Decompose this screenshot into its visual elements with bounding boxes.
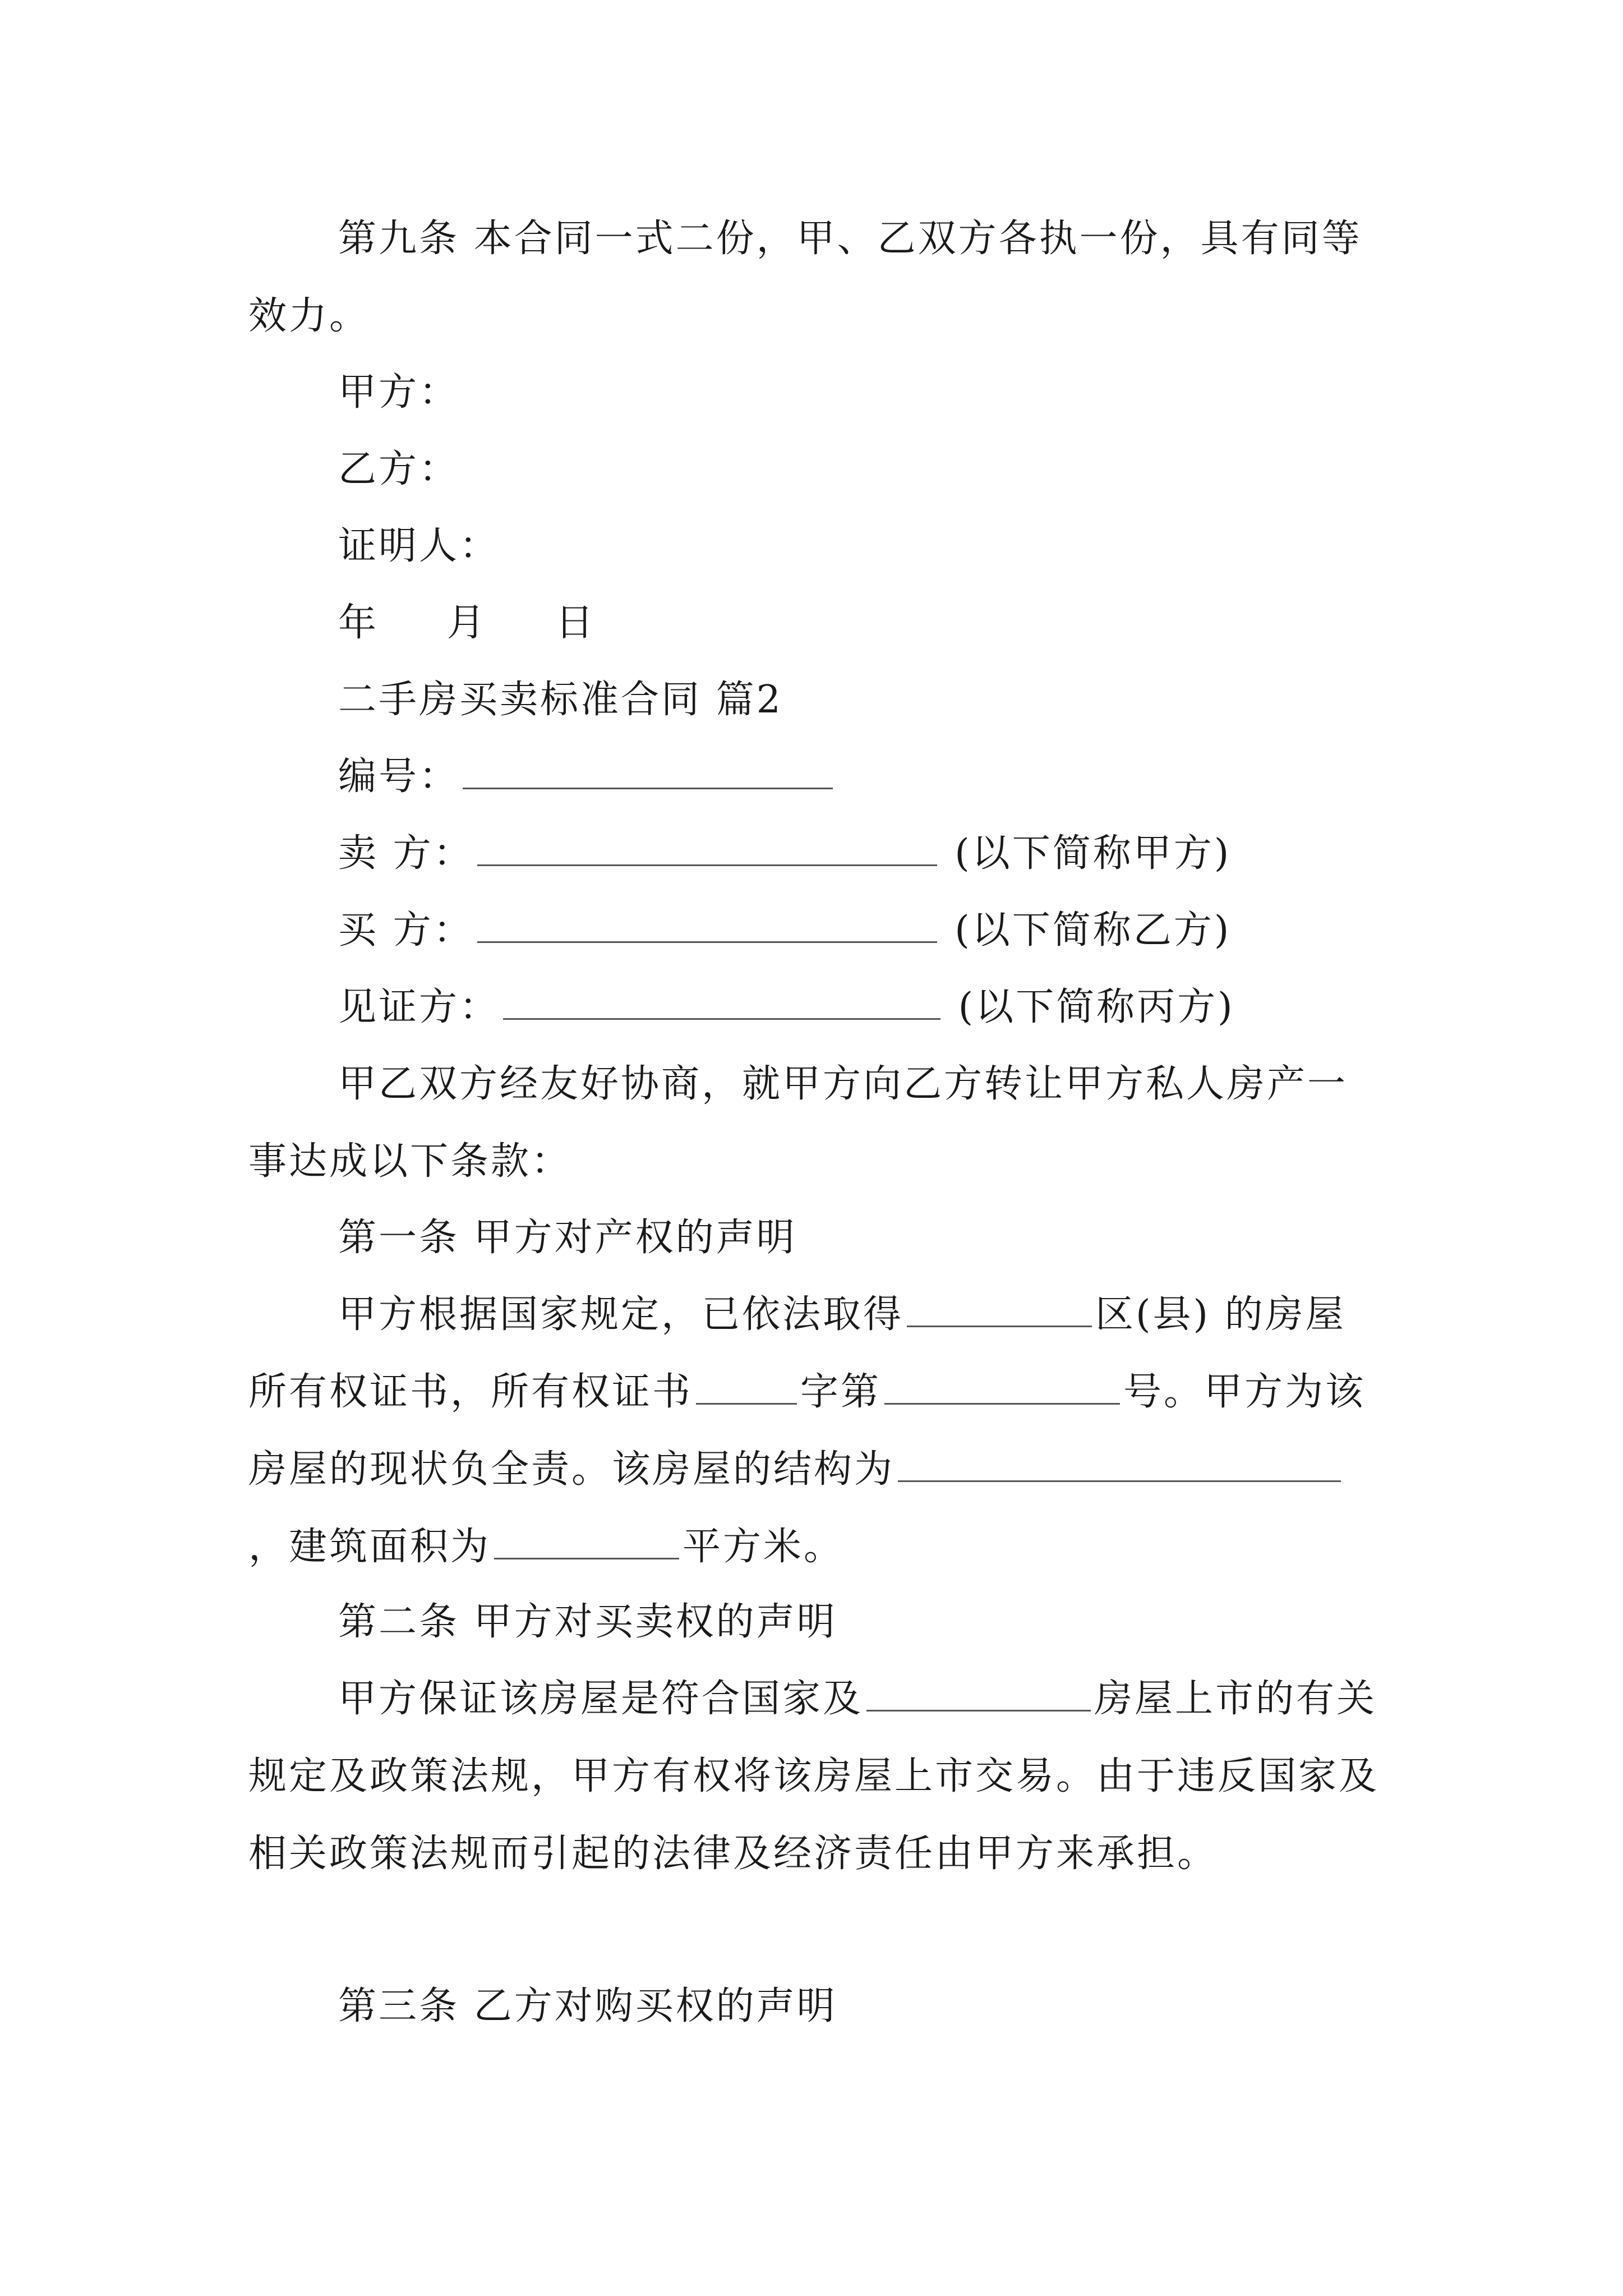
clause-1-text-e: 方为该房屋的现状负全责。该房屋的结构为 (248, 1370, 1366, 1492)
clause-1-text-b: 区(县) 的房屋所有权证书，所有权证书 (248, 1292, 1346, 1414)
clause-1-paragraph (248, 1276, 1381, 1586)
seller-blank (477, 830, 937, 866)
buyer-row (338, 892, 1231, 969)
region-blank (866, 1675, 1091, 1711)
clause-1-text-f: ，建筑面积为 (248, 1525, 491, 1569)
area-blank (494, 1523, 679, 1559)
clause-1-title: 第一条 甲方对产权的声明 (338, 1216, 797, 1260)
date-line (338, 585, 623, 662)
party-a-signature-label: 甲方： (338, 370, 460, 415)
structure-blank (898, 1446, 1341, 1482)
seller-row (338, 815, 1231, 892)
clause-1-text-c: 字第 (800, 1370, 882, 1414)
date-label: 年 月 日 (338, 601, 623, 645)
witness-party-label: 见证方： (338, 985, 500, 1029)
certificate-number-blank (884, 1368, 1120, 1405)
seller-label: 卖 方： (338, 831, 474, 876)
clause-2-paragraph (248, 1660, 1381, 1893)
contract-title: 二手房买卖标准合同 篇2 (338, 678, 783, 722)
buyer-label: 买 方： (338, 908, 474, 953)
clause-2-text-b: 房屋上市的有关规定及政策法规，甲方有权将该房屋上市交易。由于违反国家及相关政策法规而引起的法律及经济责任由甲方来承担。 (248, 1677, 1380, 1876)
party-b-signature-label: 乙方： (338, 447, 460, 491)
clause-9-text: 第九条 本合同一式二份，甲、乙双方各执一份，具有同等效力。 (248, 217, 1362, 338)
district-blank (907, 1291, 1092, 1327)
seller-note: (以下简称甲方) (955, 831, 1232, 876)
witness-signature-label: 证明人： (338, 524, 500, 568)
clause-3-title: 第三条 乙方对购买权的声明 (338, 1984, 837, 2028)
number-label: 编号： (338, 754, 460, 799)
intro-paragraph: 甲乙双方经友好协商，就甲方向乙方转让甲方私人房产一事达成以下条款： (248, 1062, 1348, 1184)
clause-1-text-g: 平方米。 (683, 1525, 845, 1569)
buyer-blank (477, 907, 937, 943)
clause-1-text-a: 甲方根据国家规定，已依法取得 (338, 1292, 904, 1337)
certificate-word-blank (696, 1368, 797, 1405)
witness-party-row (338, 969, 1235, 1046)
clause-1-text-d: 号。甲 (1123, 1370, 1245, 1414)
buyer-note: (以下简称乙方) (955, 908, 1232, 953)
clause-2-text-a: 甲方保证该房屋是符合国家及 (338, 1677, 864, 1721)
number-row (338, 738, 836, 816)
witness-party-blank (503, 983, 940, 1020)
number-blank (463, 753, 833, 789)
witness-party-note: (以下简称丙方) (958, 985, 1235, 1029)
clause-2-title: 第二条 甲方对买卖权的声明 (338, 1600, 837, 1644)
